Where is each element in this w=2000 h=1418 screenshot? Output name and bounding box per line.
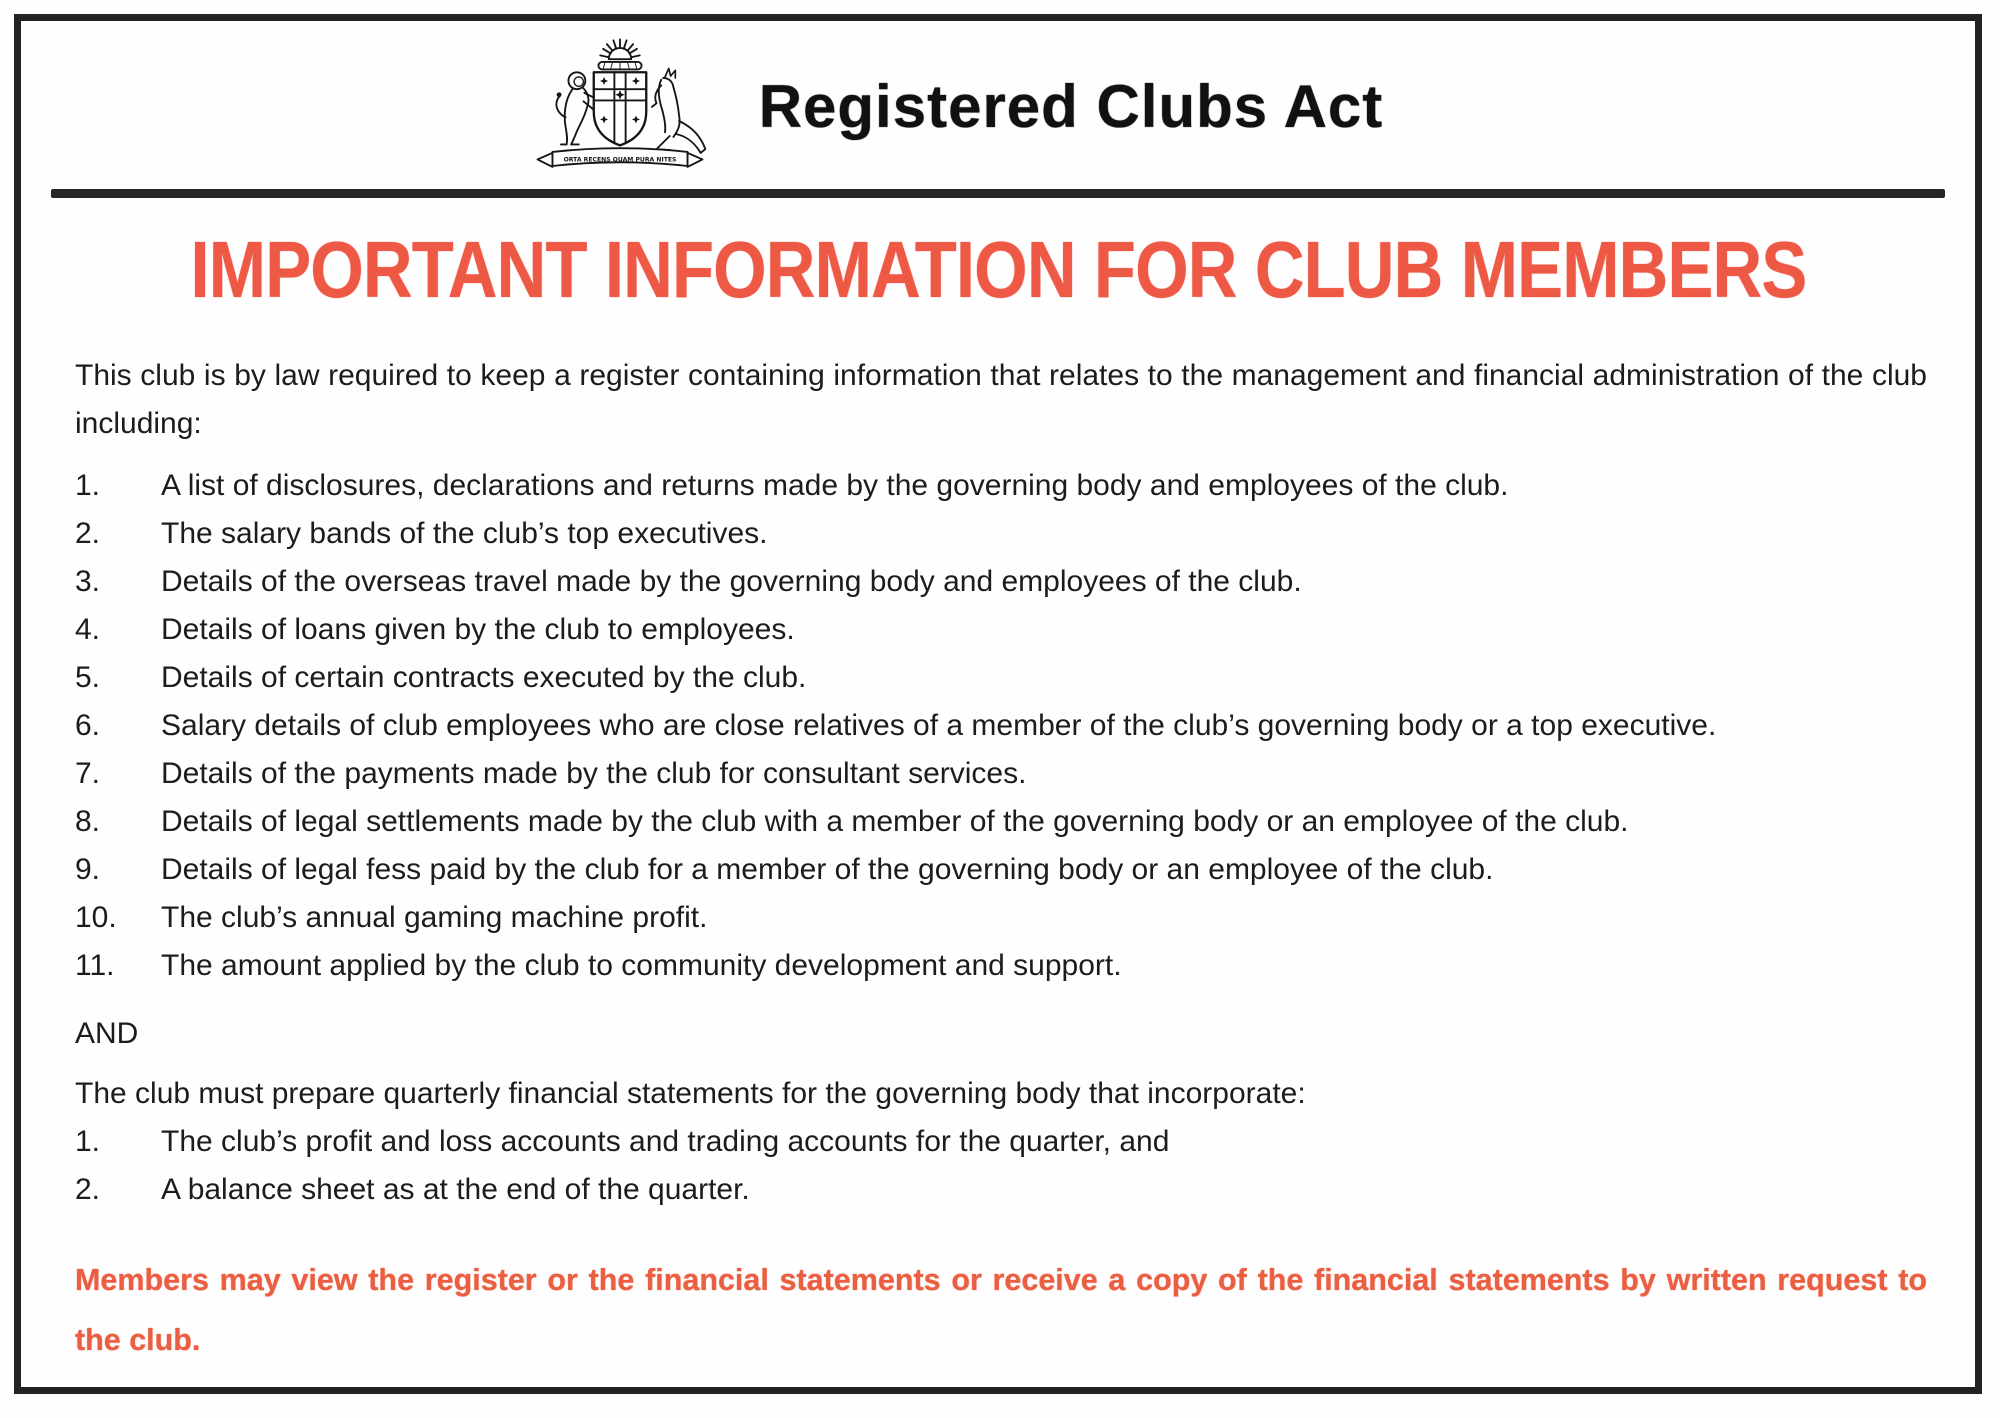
notice-heading-text: IMPORTANT INFORMATION FOR CLUB MEMBERS bbox=[190, 225, 1806, 314]
list-item-text: Details of the payments made by the club for consultant services. bbox=[161, 757, 1027, 790]
list-item-number: 11. bbox=[75, 949, 115, 982]
header bbox=[0, 31, 1923, 181]
act-title: Registered Clubs Act bbox=[758, 72, 1384, 140]
list-item-text: Details of loans given by the club to employees. bbox=[161, 613, 795, 646]
list-item-text: A list of disclosures, declarations and returns made by the governing body and employees of the club. bbox=[161, 469, 1509, 502]
list-item-number: 6. bbox=[75, 709, 101, 742]
list-item-text: The club’s profit and loss accounts and trading accounts for the quarter, and bbox=[161, 1125, 1170, 1158]
quarterly-intro: The club must prepare quarterly financial statements for the governing body that incorporate: bbox=[75, 1077, 1306, 1110]
list-item-number: 2. bbox=[75, 517, 101, 550]
intro-paragraph: This club is by law required to keep a register containing information that relates to the management and financial administration of the club including: bbox=[75, 359, 1927, 440]
list-item-number: 4. bbox=[75, 613, 101, 646]
kangaroo-icon bbox=[652, 69, 705, 153]
list-item bbox=[75, 558, 1927, 606]
list-item bbox=[75, 1166, 1927, 1214]
list-item-number: 5. bbox=[75, 661, 101, 694]
list-item-text: A balance sheet as at the end of the quarter. bbox=[161, 1173, 750, 1206]
notice-body bbox=[21, 352, 1975, 1370]
rising-sun-icon bbox=[598, 39, 641, 69]
list-item bbox=[75, 606, 1927, 654]
and-label: AND bbox=[75, 1017, 139, 1050]
list-item-text: The salary bands of the club’s top executives. bbox=[161, 517, 768, 550]
list-item-number: 10. bbox=[75, 901, 117, 934]
list-item-number: 1. bbox=[75, 1125, 101, 1158]
list-item-text: Salary details of club employees who are close relatives of a member of the club’s governing body or a top executive. bbox=[161, 709, 1717, 742]
list-item bbox=[75, 846, 1927, 894]
list-item-text: The club’s annual gaming machine profit. bbox=[161, 901, 708, 934]
list-item bbox=[75, 462, 1927, 510]
list-item-text: Details of legal settlements made by the club with a member of the governing body or an employee of the club. bbox=[161, 805, 1629, 838]
crest-motto: ORTA RECENS QUAM PURA NITES bbox=[563, 156, 677, 164]
list-item-number: 3. bbox=[75, 565, 101, 598]
quarterly-list bbox=[75, 1118, 1927, 1214]
list-item-number: 2. bbox=[75, 1173, 101, 1206]
nsw-coat-of-arms-icon bbox=[509, 31, 731, 181]
register-list bbox=[75, 462, 1927, 990]
list-item-number: 7. bbox=[75, 757, 101, 790]
list-item-text: Details of the overseas travel made by the governing body and employees of the club. bbox=[161, 565, 1302, 598]
motto-ribbon bbox=[537, 148, 702, 167]
list-item bbox=[75, 942, 1927, 990]
list-item-number: 1. bbox=[75, 469, 101, 502]
list-item bbox=[75, 654, 1927, 702]
notice-page bbox=[14, 14, 1982, 1394]
footer-notice: Members may view the register or the financial statements or receive a copy of the financial statements by written request to the club. bbox=[75, 1263, 1927, 1357]
header-divider bbox=[51, 189, 1945, 198]
notice-heading bbox=[21, 224, 1975, 316]
shield-icon bbox=[593, 72, 646, 145]
list-item bbox=[75, 510, 1927, 558]
list-item-number: 9. bbox=[75, 853, 101, 886]
list-item-number: 8. bbox=[75, 805, 101, 838]
list-item bbox=[75, 798, 1927, 846]
lion-icon bbox=[556, 72, 593, 144]
list-item bbox=[75, 702, 1927, 750]
list-item-text: The amount applied by the club to community development and support. bbox=[161, 949, 1122, 982]
list-item-text: Details of certain contracts executed by the club. bbox=[161, 661, 807, 694]
list-item bbox=[75, 750, 1927, 798]
list-item bbox=[75, 894, 1927, 942]
list-item bbox=[75, 1118, 1927, 1166]
list-item-text: Details of legal fess paid by the club for a member of the governing body or an employee of the club. bbox=[161, 853, 1494, 886]
